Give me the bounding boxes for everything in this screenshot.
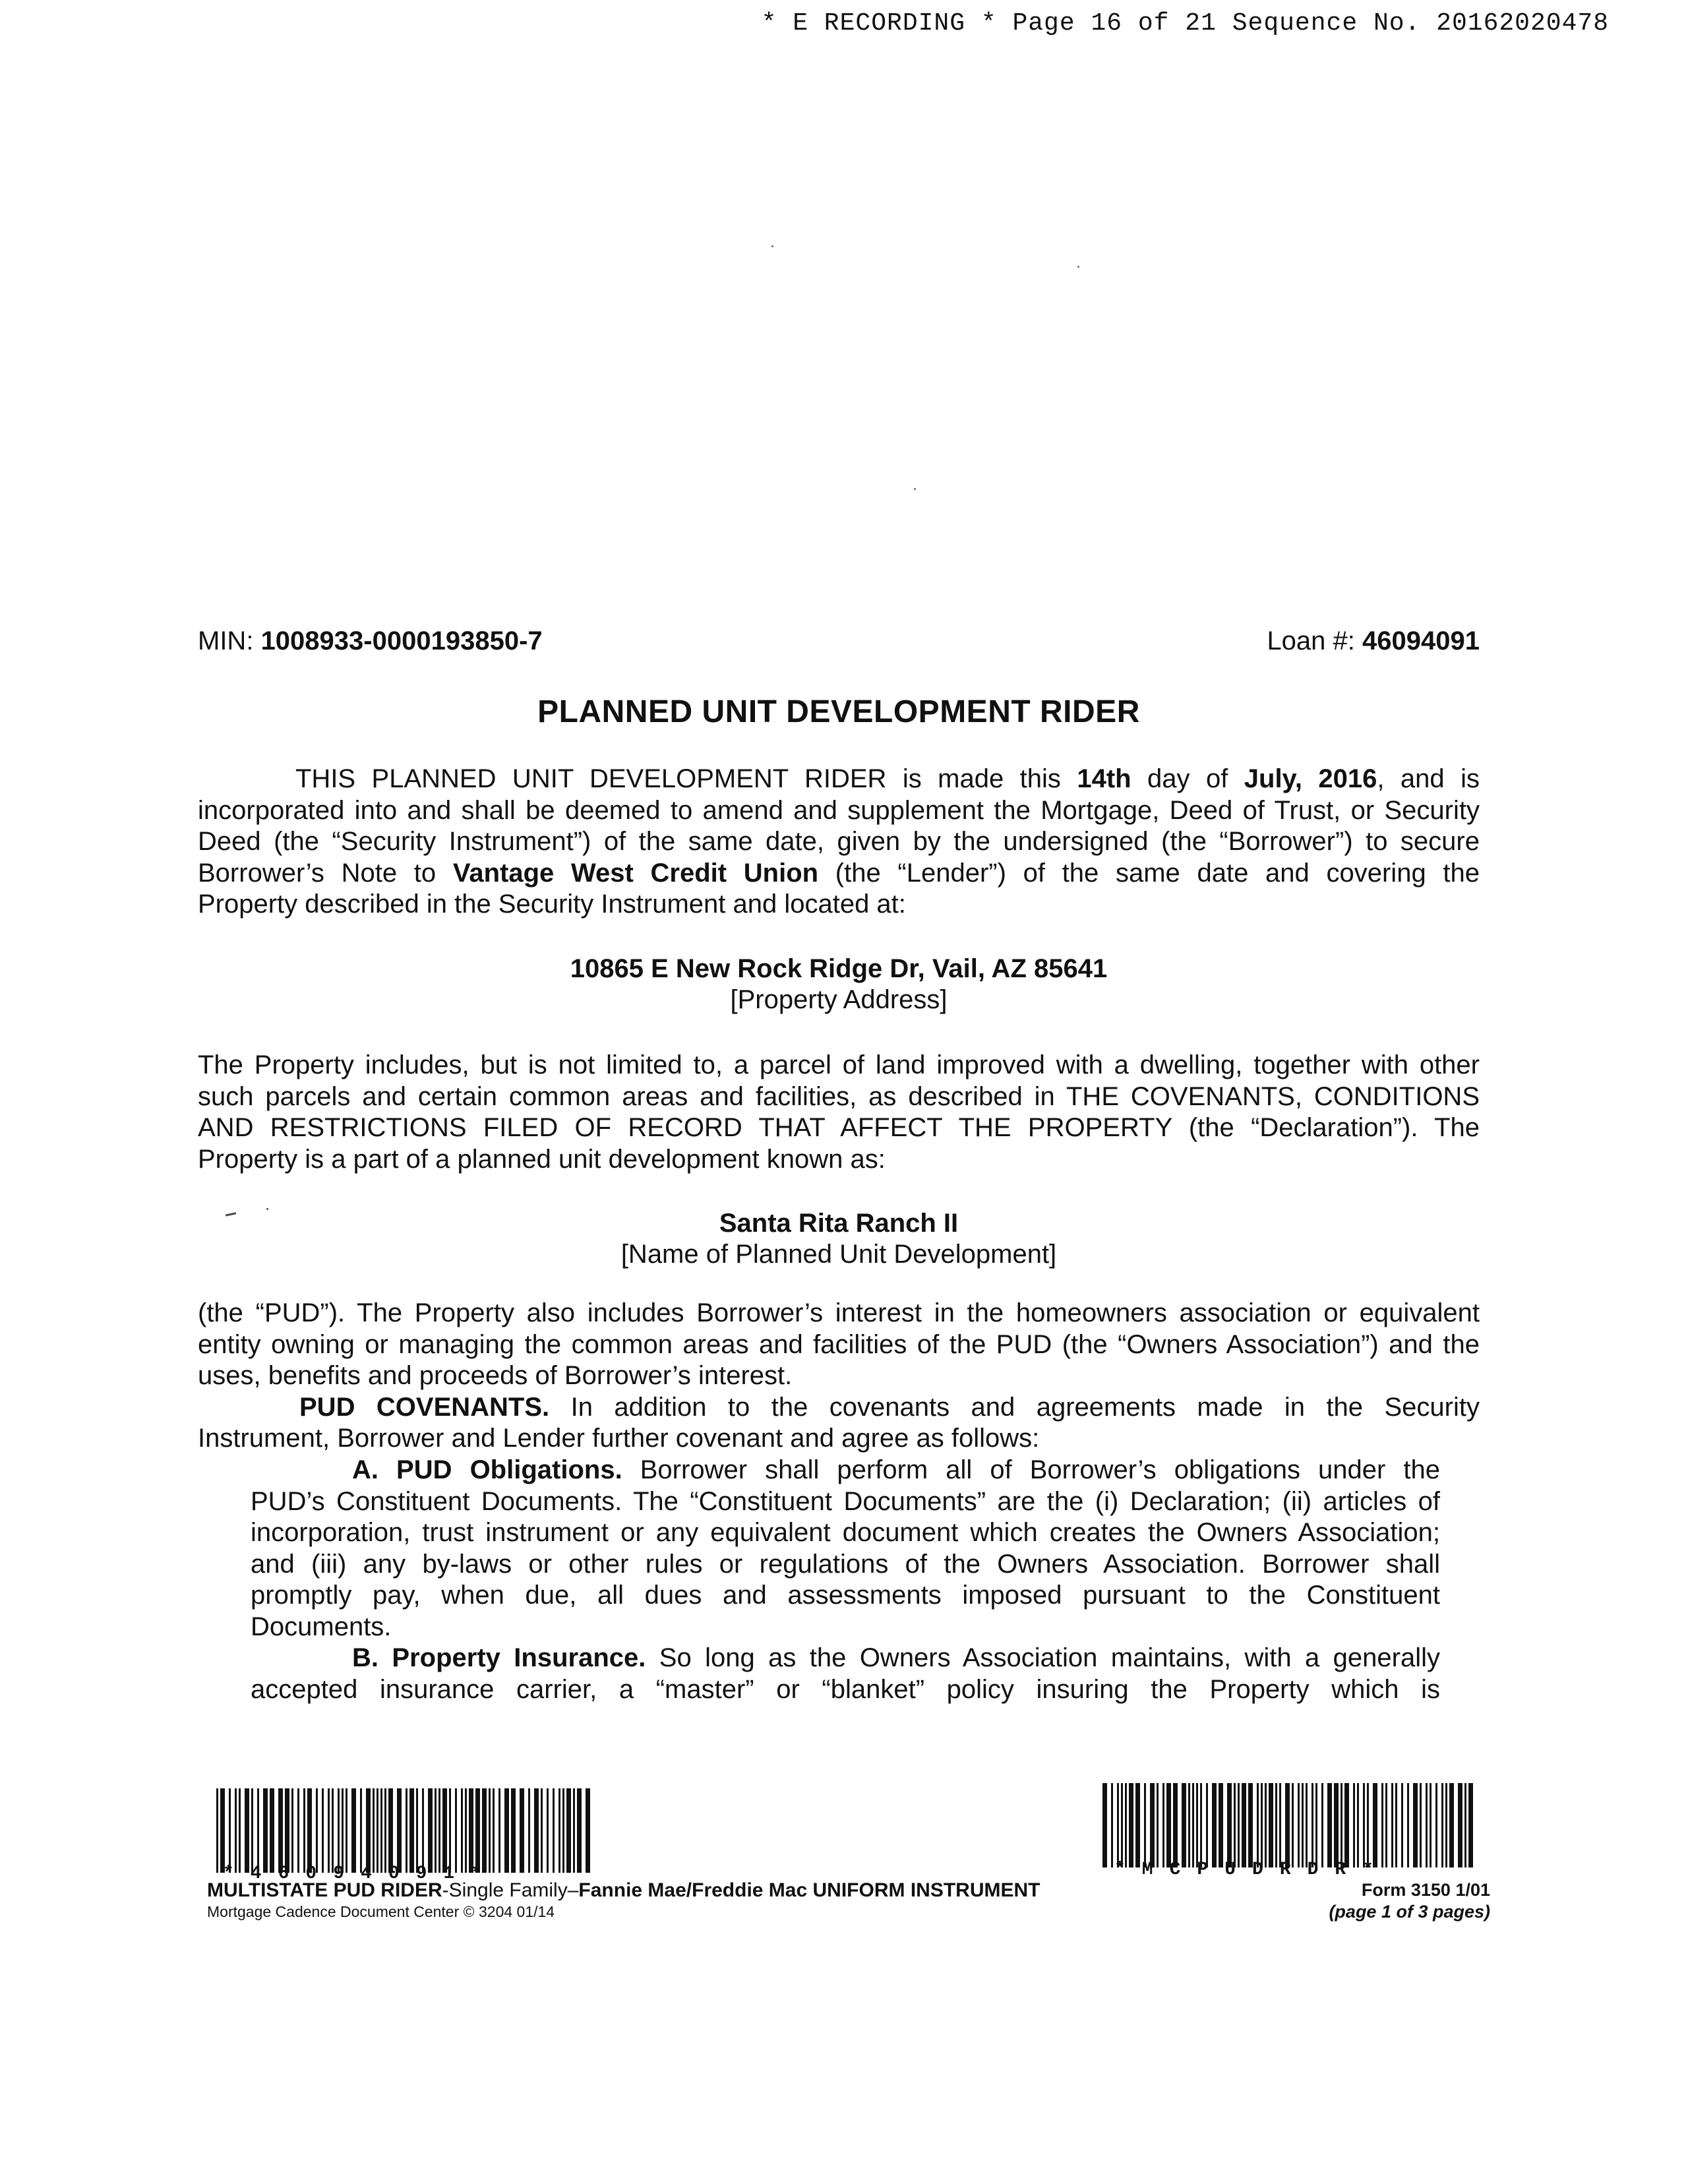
barcode-bar [1302, 1783, 1304, 1867]
barcode-bar [1125, 1783, 1127, 1867]
section-a-heading: A. PUD Obligations. [352, 1455, 622, 1484]
barcode-bar [328, 1788, 330, 1873]
barcode-bar [586, 1788, 590, 1873]
pud-paragraph [198, 1298, 1480, 1455]
barcode-bar [1420, 1783, 1422, 1867]
barcode-bar [1367, 1783, 1369, 1867]
barcode-bar [493, 1788, 495, 1873]
declaration-line-1: The Property includes, but is not limited to, a parcel of land improved with a dwelling, together with other [198, 1050, 1480, 1079]
barcode-bar [1238, 1783, 1240, 1867]
barcode-bar [1401, 1783, 1403, 1867]
barcode-bar [1242, 1783, 1246, 1867]
intro-text: , and is [1377, 764, 1480, 793]
barcode-bar [1117, 1783, 1119, 1867]
rider-day: 14th [1077, 764, 1131, 793]
barcode-bar [482, 1788, 487, 1873]
barcode-bar [397, 1788, 402, 1873]
barcode-bar [303, 1788, 305, 1873]
barcode-bar [297, 1788, 299, 1873]
footer-form-number [1253, 1879, 1490, 1923]
barcode-bar [251, 1788, 253, 1873]
barcode-bar [1315, 1783, 1317, 1867]
barcode-bar [366, 1788, 371, 1873]
barcode-bar [235, 1788, 237, 1873]
intro-text: Borrower’s Note to [198, 858, 437, 888]
barcode-bar [239, 1788, 241, 1873]
intro-paragraph [198, 764, 1480, 921]
barcode-bar [573, 1788, 575, 1873]
loan-barcode-text: *46094091* [223, 1864, 499, 1884]
section-a [251, 1455, 1440, 1643]
footer-line-1 [207, 1879, 1040, 1901]
barcode-bar [1188, 1783, 1190, 1867]
section-a-line-2: PUD’s Constituent Documents. The “Constituent Documents” are the (i) Declaration; (ii) articles of [251, 1486, 1440, 1516]
barcode-bar [1441, 1783, 1443, 1867]
section-a-text: Borrower shall perform all of Borrower’s obligations under the [640, 1455, 1440, 1484]
barcode-bar [1150, 1783, 1155, 1867]
barcode-bar [1206, 1783, 1208, 1867]
barcode-bar [1234, 1783, 1236, 1867]
barcode-bar [422, 1788, 424, 1873]
intro-line-5: Property described in the Security Instrument and located at: [198, 890, 906, 919]
barcode-bar [1334, 1783, 1339, 1867]
barcode-bar [1257, 1783, 1259, 1867]
covenants-heading: PUD COVENANTS. [299, 1392, 550, 1422]
barcode-bar [1458, 1783, 1462, 1867]
loan-number [1121, 626, 1480, 656]
section-a-line-6: Documents. [251, 1612, 392, 1641]
property-address-block [198, 954, 1480, 1016]
barcode-bar [307, 1788, 312, 1873]
barcode-bar [1363, 1783, 1365, 1867]
intro-text: (the “Lender”) of the same date and covering the [835, 858, 1480, 888]
barcode-bar [322, 1788, 324, 1873]
barcode-bar [338, 1788, 340, 1873]
barcode-bar [520, 1788, 524, 1873]
pud-name: Santa Rita Ranch II [719, 1209, 959, 1238]
footer-form-type: -Single Family [442, 1879, 568, 1901]
barcode-bar [1327, 1783, 1332, 1867]
scan-speck [1077, 266, 1079, 268]
barcode-bar [469, 1788, 473, 1873]
section-b-line-2: accepted insurance carrier, a “master” or “blanket” policy insuring the Property which is [251, 1674, 1440, 1704]
barcode-bar [416, 1788, 418, 1873]
barcode-bar [1430, 1783, 1432, 1867]
barcode-bar [511, 1788, 516, 1873]
declaration-line-3: AND RESTRICTIONS FILED OF RECORD THAT AFFECT THE PROPERTY (the “Declaration”). The [198, 1113, 1480, 1142]
scan-speck [914, 488, 916, 490]
lender-name: Vantage West Credit Union [452, 858, 819, 888]
barcode-bar [1265, 1783, 1267, 1867]
section-a-line-1 [251, 1455, 1440, 1486]
barcode-bar [1353, 1783, 1355, 1867]
barcode-bar [1373, 1783, 1377, 1867]
barcode-bar [534, 1788, 539, 1873]
footer-dash: – [567, 1879, 579, 1901]
barcode-bar [465, 1788, 467, 1873]
barcode-bar [461, 1788, 463, 1873]
section-b-heading: B. Property Insurance. [352, 1643, 646, 1672]
intro-line-3: Deed (the “Security Instrument”) of the same date, given by the undersigned (the “Borrower”) to secure [198, 827, 1480, 856]
form-barcode [1102, 1783, 1481, 1867]
barcode-bar [263, 1788, 268, 1873]
barcode-bar [332, 1788, 334, 1873]
barcode-bar [438, 1788, 440, 1873]
barcode-bar [449, 1788, 451, 1873]
barcode-bar [541, 1788, 543, 1873]
barcode-bar [1173, 1783, 1178, 1867]
property-address-caption: [Property Address] [730, 985, 948, 1014]
barcode-bar [558, 1788, 560, 1873]
recording-header: * E RECORDING * Page 16 of 21 Sequence No. 20162020478 [761, 9, 1609, 38]
covenants-line-2: Instrument, Borrower and Lender further covenant and agree as follows: [198, 1424, 1040, 1453]
declaration-line-4: Property is a part of a planned unit development known as: [198, 1144, 886, 1174]
min-number [198, 626, 543, 656]
barcode-bar [1248, 1783, 1253, 1867]
pud-name-caption: [Name of Planned Unit Development] [620, 1240, 1057, 1269]
barcode-bar [1311, 1783, 1313, 1867]
barcode-bar [270, 1788, 274, 1873]
barcode-bar [428, 1788, 433, 1873]
section-a-line-3: incorporation, trust instrument or any equivalent document which creates the Owners Association; [251, 1518, 1440, 1547]
section-b-line-1 [251, 1643, 1440, 1674]
barcode-bar [1182, 1783, 1186, 1867]
section-b [251, 1643, 1440, 1705]
barcode-bar [562, 1788, 564, 1873]
footer-form-name: MULTISTATE PUD RIDER [207, 1879, 442, 1901]
barcode-bar [455, 1788, 457, 1873]
barcode-bar [1121, 1783, 1123, 1867]
barcode-bar [257, 1788, 259, 1873]
section-a-line-5: promptly pay, when due, all dues and assessments imposed pursuant to the Constituent [251, 1581, 1440, 1610]
barcode-bar [547, 1788, 549, 1873]
barcode-bar [1306, 1783, 1308, 1867]
barcode-bar [1385, 1783, 1387, 1867]
barcode-bar [1285, 1783, 1290, 1867]
section-a-line-4: and (iii) any by-laws or other rules or regulations of the Owners Association. Borrower shall [251, 1549, 1440, 1579]
barcode-bar [1468, 1783, 1473, 1867]
min-label: MIN: [198, 626, 254, 655]
pud-line-2: entity owning or managing the common areas and facilities of the PUD (the “Owners Association”) and the [198, 1329, 1480, 1359]
intro-text: THIS PLANNED UNIT DEVELOPMENT RIDER is made this [295, 764, 1061, 793]
barcode-bar [504, 1788, 509, 1873]
pud-line-1: (the “PUD”). The Property also includes Borrower’s interest in the homeowners association or equivalent [198, 1298, 1480, 1327]
intro-line-4 [198, 858, 1480, 890]
barcode-bar [1157, 1783, 1159, 1867]
intro-text: day of [1147, 764, 1228, 793]
barcode-bar [346, 1788, 347, 1873]
barcode-bar [216, 1788, 218, 1873]
barcode-bar [1111, 1783, 1113, 1867]
barcode-bar [1391, 1783, 1393, 1867]
barcode-bar [360, 1788, 362, 1873]
barcode-bar [475, 1788, 480, 1873]
barcode-bar [1135, 1783, 1140, 1867]
barcode-bar [1413, 1783, 1418, 1867]
barcode-bar [528, 1788, 530, 1873]
barcode-bar [1162, 1783, 1164, 1867]
property-address: 10865 E New Rock Ridge Dr, Vail, AZ 85641 [570, 954, 1108, 983]
barcode-bar [1279, 1783, 1281, 1867]
barcode-bar [1395, 1783, 1397, 1867]
barcode-bar [1426, 1783, 1428, 1867]
barcode-bar [1449, 1783, 1454, 1867]
barcode-bar [1212, 1783, 1217, 1867]
barcode-bar [316, 1788, 318, 1873]
barcode-bar [1407, 1783, 1409, 1867]
barcode-bar [1144, 1783, 1146, 1867]
barcode-bar [342, 1788, 344, 1873]
barcode-bar [1192, 1783, 1194, 1867]
barcode-bar [377, 1788, 378, 1873]
barcode-bar [220, 1788, 225, 1873]
footer-form-source: Fannie Mae/Freddie Mac UNIFORM INSTRUMENT [578, 1879, 1040, 1901]
covenants-text: In addition to the covenants and agreements made in the Security [570, 1392, 1480, 1422]
barcode-bar [1261, 1783, 1263, 1867]
barcode-bar [409, 1788, 414, 1873]
barcode-bar [1357, 1783, 1359, 1867]
barcode-bar [1200, 1783, 1202, 1867]
declaration-line-2: such parcels and certain common areas and facilities, as described in THE COVENANTS, CONDITIONS [198, 1081, 1480, 1111]
barcode-bar [1219, 1783, 1223, 1867]
footer-line-2: Mortgage Cadence Document Center © 3204 01/14 [207, 1903, 555, 1920]
rider-date: July, 2016 [1244, 764, 1377, 793]
barcode-bar [1196, 1783, 1198, 1867]
barcode-bar [566, 1788, 571, 1873]
barcode-bar [1269, 1783, 1273, 1867]
barcode-bar [1298, 1783, 1300, 1867]
intro-line-2: incorporated into and shall be deemed to amend and supplement the Mortgage, Deed of Trust, or Security [198, 795, 1480, 825]
barcode-bar [285, 1788, 289, 1873]
barcode-bar [1381, 1783, 1383, 1867]
loan-label: Loan #: [1267, 626, 1355, 655]
barcode-bar [229, 1788, 231, 1873]
barcode-bar [1321, 1783, 1323, 1867]
covenants-line-1 [198, 1392, 1480, 1424]
barcode-bar [1445, 1783, 1447, 1867]
barcode-bar [1292, 1783, 1294, 1867]
barcode-bar [380, 1788, 382, 1873]
section-b-text: So long as the Owners Association maintains, with a generally [659, 1643, 1440, 1672]
barcode-bar [1166, 1783, 1171, 1867]
document-title: PLANNED UNIT DEVELOPMENT RIDER [537, 694, 1140, 729]
barcode-bar [245, 1788, 249, 1873]
pud-name-block [198, 1208, 1480, 1270]
barcode-bar [489, 1788, 491, 1873]
barcode-bar [1435, 1783, 1437, 1867]
barcode-bar [291, 1788, 293, 1873]
barcode-bar [278, 1788, 283, 1873]
barcode-bar [388, 1788, 393, 1873]
barcode-bar [373, 1788, 375, 1873]
form-barcode-text: *MCPUDRDR* [1114, 1860, 1391, 1880]
page-count: (page 1 of 3 pages) [1329, 1902, 1490, 1922]
declaration-paragraph [198, 1050, 1480, 1175]
barcode-bar [1341, 1783, 1342, 1867]
barcode-bar [435, 1788, 437, 1873]
barcode-bar [553, 1788, 555, 1873]
loan-value: 46094091 [1362, 626, 1480, 655]
barcode-bar [577, 1788, 582, 1873]
footer-form-info [207, 1879, 1040, 1923]
loan-barcode [216, 1788, 592, 1873]
barcode-bar [406, 1788, 407, 1873]
barcode-bar [351, 1788, 356, 1873]
barcode-bar [1129, 1783, 1133, 1867]
barcode-bar [1102, 1783, 1107, 1867]
barcode-bar [498, 1788, 500, 1873]
barcode-bar [442, 1788, 447, 1873]
barcode-bar [1275, 1783, 1277, 1867]
pud-line-3: uses, benefits and proceeds of Borrower’s interest. [198, 1361, 793, 1390]
form-number: Form 3150 1/01 [1361, 1880, 1490, 1900]
barcode-bar [1464, 1783, 1466, 1867]
barcode-bar [1227, 1783, 1232, 1867]
barcode-bar [384, 1788, 386, 1873]
intro-line-1 [198, 764, 1480, 795]
barcode-bar [1344, 1783, 1349, 1867]
min-value: 1008933-0000193850-7 [260, 626, 543, 655]
scan-speck [771, 245, 773, 247]
